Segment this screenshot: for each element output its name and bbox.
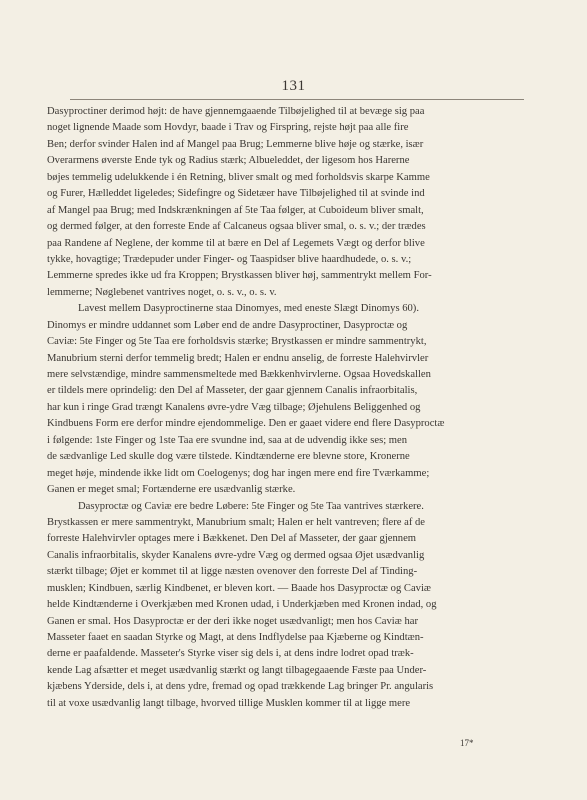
text-line: forreste Halehvirvler optages mere i Bækkenet. Den Del af Masseter, der gaar gjennem xyxy=(47,533,417,545)
text-line: Ben; derfor svinder Halen ind af Mangel paa Brug; Lemmerne blive høje og stærke, især xyxy=(47,138,424,150)
text-line: og dermed følger, at den forreste Ende af Calcaneus ogsaa bliver smal, o. s. v.; der trædes xyxy=(47,221,426,233)
text-line: af Mangel paa Brug; med Indskrænkningen af 5te Taa følger, at Cuboideum bliver smalt, xyxy=(47,204,424,216)
body-text xyxy=(47,104,543,712)
text-line: Ganen er smal. Hos Dasyproctæ er der deri ikke noget usædvanligt; men hos Caviæ har xyxy=(47,615,418,627)
text-line: noget lignende Maade som Hovdyr, baade i Trav og Firspring, rejste højt paa alle fire xyxy=(47,122,409,134)
text-line: Dasyproctiner derimod højt: de have gjennemgaaende Tilbøjelighed til at bevæge sig paa xyxy=(47,106,425,117)
text-line: meget høje, mindende ikke lidt om Coelogenys; dog har ingen mere end fire Tværkamme; xyxy=(47,467,430,479)
text-line: helde Kindtænderne i Overkjæben med Kronen udad, i Underkjæben med Kronen indad, og xyxy=(47,599,437,611)
text-line: de sædvanlige Led skulle dog være tilstede. Kindtænderne ere blevne store, Kronerne xyxy=(47,451,410,463)
text-line: og Furer, Hælleddet ligeledes; Sidefingre og Sidetæer have Tilbøjelighed til at svinde ind xyxy=(47,188,425,200)
text-line: Dasyproctæ og Caviæ ere bedre Løbere: 5te Finger og 5te Taa vantrives stærkere. xyxy=(78,500,424,512)
text-line: tykke, hovagtige; Trædepuder under Finger- og Taaspidser blive haardhudede, o. s. v.; xyxy=(47,253,412,265)
text-line: mere selvstændige, mindre sammensmeltede med Bækkenhvirvlerne. Ogsaa Hovedskallen xyxy=(47,369,431,380)
text-line: i følgende: 1ste Finger og 1ste Taa ere svundne ind, saa at de udvendig ikke ses; men xyxy=(47,434,408,446)
page-number: 131 xyxy=(281,78,306,94)
text-line: er tildels mere oprindelig: den Del af Masseter, der gaar gjennem Canalis infraorbitalis, xyxy=(47,385,418,397)
text-line: til at voxe usædvanlig langt tilbage, hvorved tillige Musklen kommer til at ligge mere xyxy=(47,697,411,709)
text-line: lemmerne; Nøglebenet vantrives noget, o. s. v., o. s. v. xyxy=(47,286,277,298)
text-line: kjæbens Yderside, dels i, at dens ydre, fremad og opad trækkende Lag bringer Pr. angularis xyxy=(47,681,434,693)
text-line: kende Lag afsætter et meget usædvanlig stærkt og langt tilbagegaaende Fæste paa Under- xyxy=(47,664,427,676)
text-line: musklen; Kindbuen, særlig Kindbenet, er bleven kort. — Baade hos Dasyproctæ og Caviæ xyxy=(47,582,431,594)
text-line: Manubrium sterni derfor temmelig bredt; Halen er endnu anselig, de forreste Halehvirvler xyxy=(47,352,429,364)
text-line: har kun i ringe Grad trængt Kanalens øvre-ydre Væg tilbage; Øjehulens Beliggenhed og xyxy=(47,401,421,413)
text-line: Lavest mellem Dasyproctinerne staa Dinomyes, med eneste Slægt Dinomys 60). xyxy=(78,303,419,315)
text-line: Brystkassen er mere sammentrykt, Manubrium smalt; Halen er helt vantreven; flere af de xyxy=(47,516,426,528)
text-line: Ganen er meget smal; Fortænderne ere usædvanlig stærke. xyxy=(47,484,296,496)
text-line: paa Randene af Neglene, der komme til at bære en Del af Legemets Vægt og derfor blive xyxy=(47,237,425,249)
text-line: Lemmerne spredes ikke ud fra Kroppen; Brystkassen bliver høj, sammentrykt mellem For- xyxy=(47,270,432,282)
text-line: Overarmens øverste Ende tyk og Radius stærk; Albueleddet, der ligesom hos Harerne xyxy=(47,155,410,167)
text-line: stærkt tilbage; Øjet er kommet til at ligge næsten ovenover den forreste Del af Tinding- xyxy=(47,566,418,578)
text-line: derne er paafaldende. Masseter's Styrke viser sig dels i, at dens indre lodret opad træk- xyxy=(47,648,414,660)
text-line: Kindbuens Form ere derfor mindre ejendommelige. Den er gaaet videre end flere Dasyproctæ xyxy=(47,418,445,430)
text-line: Dinomys er mindre uddannet som Løber end de andre Dasyproctiner, Dasyproctæ og xyxy=(47,319,408,331)
text-line: Canalis infraorbitalis, skyder Kanalens øvre-ydre Væg og dermed ogsaa Øjet usædvanlig xyxy=(47,549,425,561)
printer-signature: 17* xyxy=(460,738,474,748)
text-line: bøjes temmelig udelukkende i én Retning, bliver smalt og med forholdsvis skarpe Kamme xyxy=(47,171,430,183)
text-line: Masseter faaet en saadan Styrke og Magt, at dens Indflydelse paa Kjæberne og Kindtæn- xyxy=(47,632,424,643)
text-line: Caviæ: 5te Finger og 5te Taa ere forholdsvis stærke; Brystkassen er mindre sammentrykt, xyxy=(47,336,427,348)
header-rule xyxy=(70,99,524,100)
